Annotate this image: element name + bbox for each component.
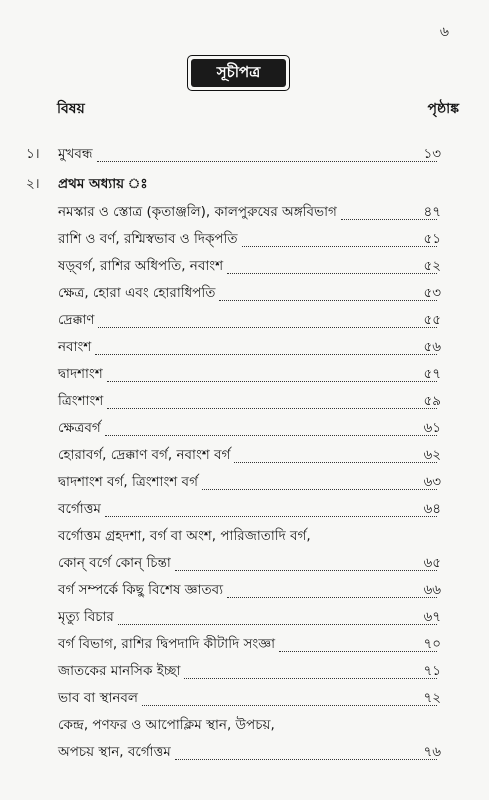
page-ref: ৭১ — [423, 663, 441, 679]
toc-entry — [0, 633, 489, 657]
toc-entry — [0, 471, 489, 495]
leader-dots — [105, 435, 437, 436]
entry-title: বর্গোত্তম — [58, 501, 101, 517]
page-ref: ৬১ — [423, 420, 441, 436]
toc-entry — [0, 741, 489, 765]
leader-dots — [184, 678, 437, 679]
toc-entry — [0, 579, 489, 603]
leader-dots — [175, 570, 437, 571]
page-ref: ৫৫ — [423, 312, 441, 328]
toc-entry — [0, 552, 489, 576]
leader-dots — [97, 161, 437, 162]
toc-entry — [0, 363, 489, 387]
entry-title: বর্গ বিভাগ, রাশির দ্বিপদাদি কীটাদি সংজ্ঞা — [58, 636, 276, 652]
toc-entry-continued — [0, 525, 489, 549]
section-number: ২। — [26, 176, 40, 192]
page-title: সূচীপত্র — [191, 59, 286, 87]
leader-dots — [227, 273, 437, 274]
page-ref: ৫৭ — [423, 366, 441, 382]
toc-entry — [0, 606, 489, 630]
leader-dots — [175, 759, 437, 760]
entry-title: মৃত্যু বিচার — [58, 609, 114, 625]
toc-entry — [0, 687, 489, 711]
page-ref: ৪৭ — [423, 204, 441, 220]
toc-entry-continued — [0, 714, 489, 738]
leader-dots — [227, 597, 437, 598]
leader-dots — [219, 300, 437, 301]
entry-title: দ্রেক্কাণ — [58, 312, 95, 328]
page-ref: ৫৩ — [423, 285, 441, 301]
entry-title: ভাব বা স্থানবল — [58, 690, 138, 706]
toc-entry — [0, 255, 489, 279]
toc-entry — [0, 336, 489, 360]
toc-entry — [0, 309, 489, 333]
page-ref: ৭৬ — [423, 744, 441, 760]
leader-dots — [142, 705, 437, 706]
column-header-subject: বিষয় — [57, 101, 85, 117]
toc-entry — [0, 201, 489, 225]
page-ref: ৭২ — [423, 690, 441, 706]
leader-dots — [118, 624, 437, 625]
page-number: ৬ — [439, 24, 449, 40]
entry-title: রাশি ও বর্ণ, রশ্মিস্বভাব ও দিক্‌পতি — [58, 231, 238, 247]
page-ref: ৫৬ — [423, 339, 441, 355]
page-ref: ৫১ — [423, 231, 441, 247]
toc-entry — [0, 390, 489, 414]
leader-dots — [242, 246, 437, 247]
toc-entry — [0, 282, 489, 306]
page-ref: ১৩ — [423, 146, 441, 162]
entry-title: বর্গ সম্পর্কে কিছু বিশেষ জ্ঞাতব্য — [58, 582, 224, 598]
toc-entry — [0, 417, 489, 441]
entry-title: নবাংশ — [58, 339, 92, 355]
page-ref: ৭০ — [423, 636, 441, 652]
title-box — [187, 55, 290, 91]
entry-title: কোন্‌ বর্গে কোন্‌ চিন্তা — [58, 555, 171, 571]
toc-entry — [0, 228, 489, 252]
entry-title: নমস্কার ও স্তোত্র (কৃতাঞ্জলি), কালপুরুষের অঙ্গবিভাগ — [58, 204, 337, 220]
page-ref: ৬৬ — [423, 582, 441, 598]
page-ref: ৬৪ — [423, 501, 441, 517]
leader-dots — [234, 462, 437, 463]
page-ref: ৫৯ — [423, 393, 441, 409]
entry-title: দ্বাদশাংশ — [58, 366, 103, 382]
entry-title: ক্ষেত্রবর্গ — [58, 420, 101, 436]
section-title: মুখবন্ধ — [58, 146, 93, 162]
leader-dots — [98, 327, 437, 328]
leader-dots — [107, 408, 437, 409]
entry-title: কেন্দ্র, পণফর ও আপোক্লিম স্থান, উপচয়, — [58, 717, 275, 733]
leader-dots — [279, 651, 437, 652]
entry-title: দ্বাদশাংশ বর্গ, ত্রিংশাংশ বর্গ — [58, 474, 198, 490]
toc-entry — [0, 444, 489, 468]
page-ref: ৬৫ — [423, 555, 441, 571]
leader-dots — [202, 489, 437, 490]
entry-title: ষড়্‌বর্গ, রাশির অধিপতি, নবাংশ — [58, 258, 224, 274]
toc-entry — [0, 660, 489, 684]
page-ref: ৫২ — [423, 258, 441, 274]
section-number: ১। — [26, 146, 40, 162]
leader-dots — [95, 354, 437, 355]
entry-title: জাতকের মানসিক ইচ্ছা — [58, 663, 181, 679]
toc-section-1 — [0, 143, 489, 167]
entry-title: বর্গোত্তম গ্রহদশা, বর্গ বা অংশ, পারিজাতাদি বর্গ, — [58, 528, 311, 544]
entry-title: হোরাবর্গ, দ্রেক্কাণ বর্গ, নবাংশ বর্গ — [58, 447, 231, 463]
toc-entry — [0, 498, 489, 522]
page-ref: ৬৩ — [423, 474, 441, 490]
entry-title: অপচয় স্থান, বর্গোত্তম — [58, 744, 171, 760]
leader-dots — [107, 381, 437, 382]
leader-dots — [105, 516, 437, 517]
page-ref: ৬৭ — [423, 609, 441, 625]
entry-title: ক্ষেত্র, হোরা এবং হোরাধিপতি — [58, 285, 216, 301]
section-title: প্রথম অধ্যায় ঃ — [58, 176, 148, 192]
column-header-page: পৃষ্ঠাঙ্ক — [427, 101, 459, 117]
page-ref: ৬২ — [423, 447, 441, 463]
entry-title: ত্রিংশাংশ — [58, 393, 104, 409]
